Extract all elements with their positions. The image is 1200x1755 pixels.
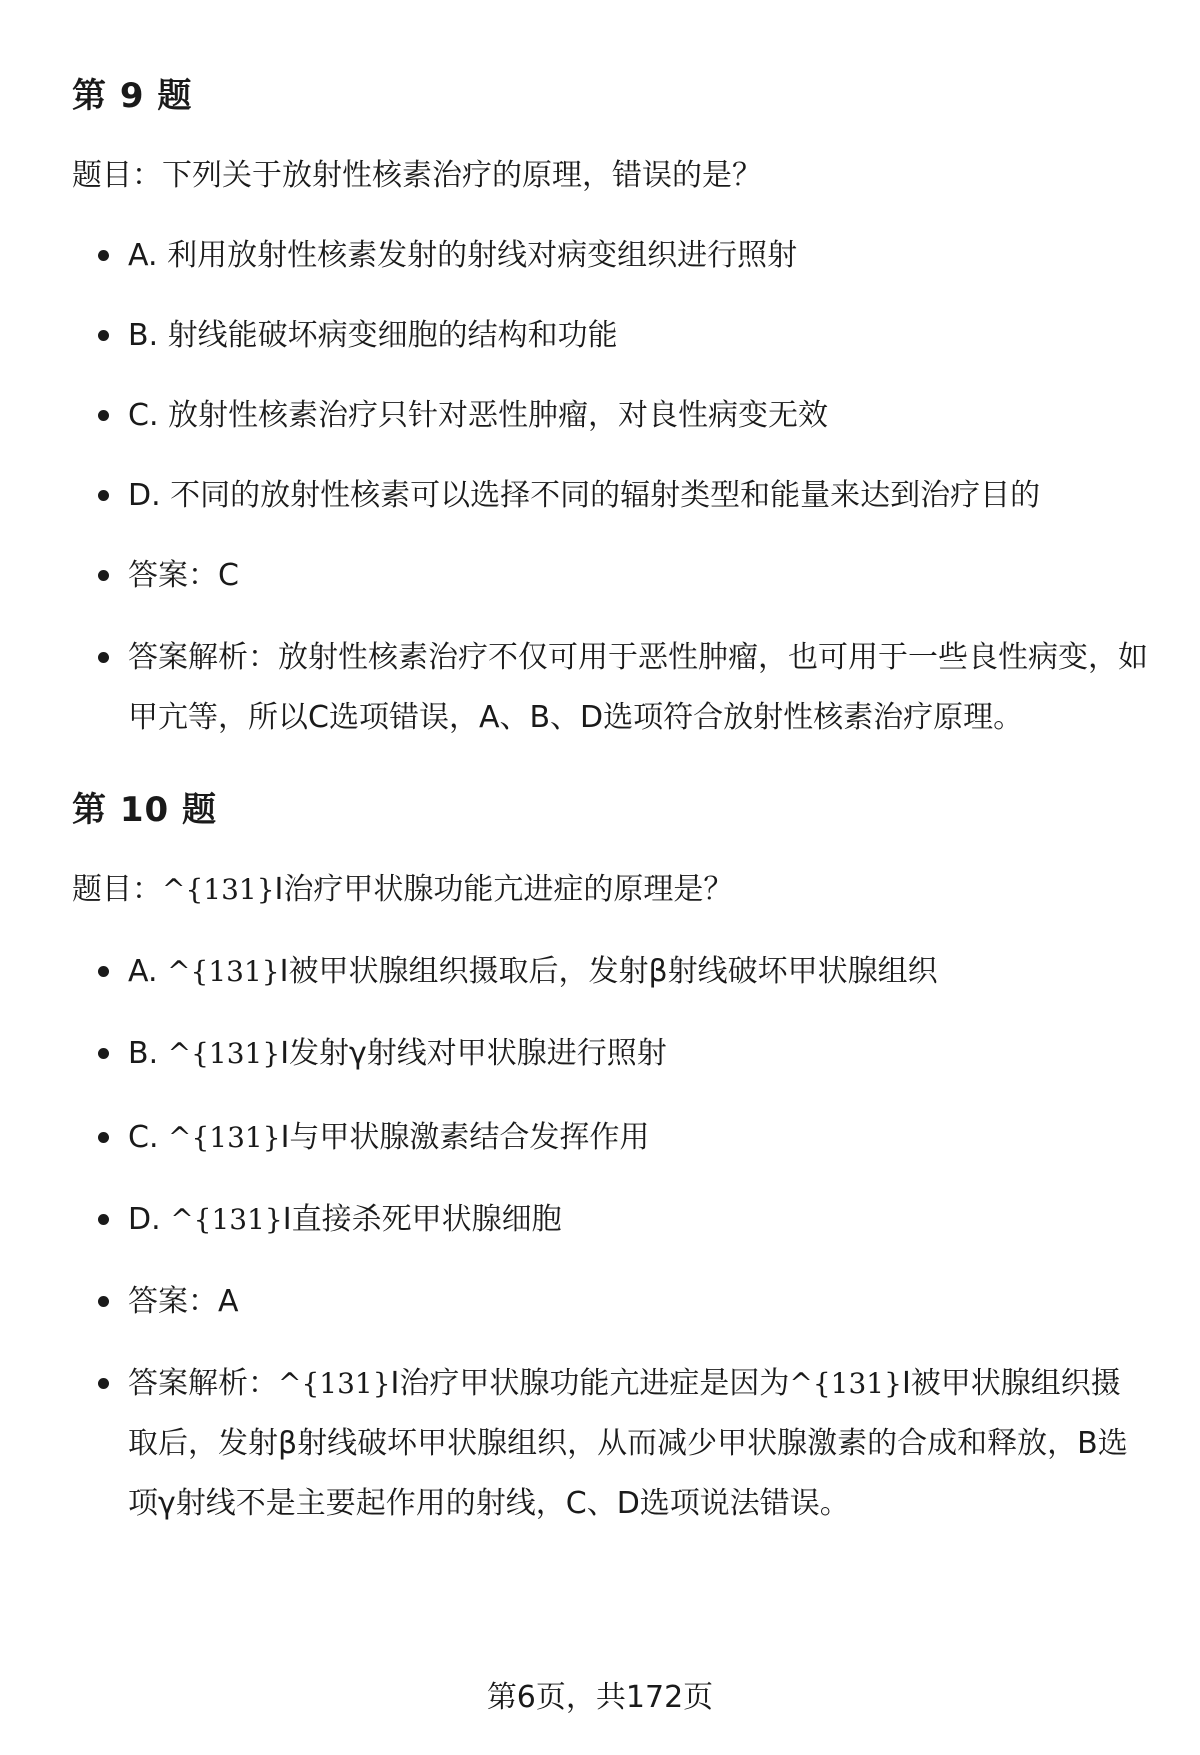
bullet-icon (98, 570, 109, 581)
bullet-icon (98, 1378, 109, 1389)
stem-text: 下列关于放射性核素治疗的原理，错误的是？ (162, 158, 762, 193)
bullet-icon (98, 1214, 109, 1225)
bullet-icon (98, 966, 109, 977)
bullet-icon (98, 250, 109, 261)
question-10-heading: 第 10 题 (72, 790, 217, 830)
question-9-heading: 第 9 题 (72, 76, 193, 116)
bullet-icon (98, 1296, 109, 1307)
page-number-footer: 第6页，共172页 (486, 1680, 714, 1715)
bullet-icon (98, 330, 109, 341)
question-10-option-d: D. ^{131}I直接杀死甲状腺细胞 (128, 1190, 1148, 1250)
isotope-math: ^{131} (162, 873, 275, 906)
bullet-icon (98, 410, 109, 421)
question-9-analysis: 答案解析：放射性核素治疗不仅可用于恶性肿瘤，也可用于一些良性病变，如甲亢等，所以C选项错误，A、B、D选项符合放射性核素治疗原理。 (128, 628, 1148, 748)
stem-label: 题目： (72, 158, 162, 193)
bullet-icon (98, 1132, 109, 1143)
stem-label: 题目： (72, 872, 162, 907)
question-10-option-a: A. ^{131}I被甲状腺组织摄取后，发射β射线破坏甲状腺组织 (128, 942, 1148, 1002)
question-9-stem (72, 156, 762, 196)
question-10-answer: 答案：A (128, 1272, 1148, 1332)
question-9-option-b: B. 射线能破坏病变细胞的结构和功能 (128, 306, 1148, 366)
question-9-option-c: C. 放射性核素治疗只针对恶性肿瘤，对良性病变无效 (128, 386, 1148, 446)
question-9-option-d: D. 不同的放射性核素可以选择不同的辐射类型和能量来达到治疗目的 (128, 466, 1148, 526)
question-9-option-a: A. 利用放射性核素发射的射线对病变组织进行照射 (128, 226, 1148, 286)
bullet-icon (98, 490, 109, 501)
question-10-option-b: B. ^{131}I发射γ射线对甲状腺进行照射 (128, 1024, 1148, 1084)
question-9-answer: 答案：C (128, 546, 1148, 606)
bullet-icon (98, 652, 109, 663)
question-10-stem (72, 870, 733, 910)
bullet-icon (98, 1048, 109, 1059)
question-10-option-c: C. ^{131}I与甲状腺激素结合发挥作用 (128, 1108, 1148, 1168)
question-10-analysis: 答案解析：^{131}I治疗甲状腺功能亢进症是因为^{131}I被甲状腺组织摄取后，发射β射线破坏甲状腺组织，从而减少甲状腺激素的合成和释放，B选项γ射线不是主要起作用的射线，C、D选项说法错误。 (128, 1354, 1148, 1534)
stem-text: I治疗甲状腺功能亢进症的原理是？ (274, 872, 734, 907)
